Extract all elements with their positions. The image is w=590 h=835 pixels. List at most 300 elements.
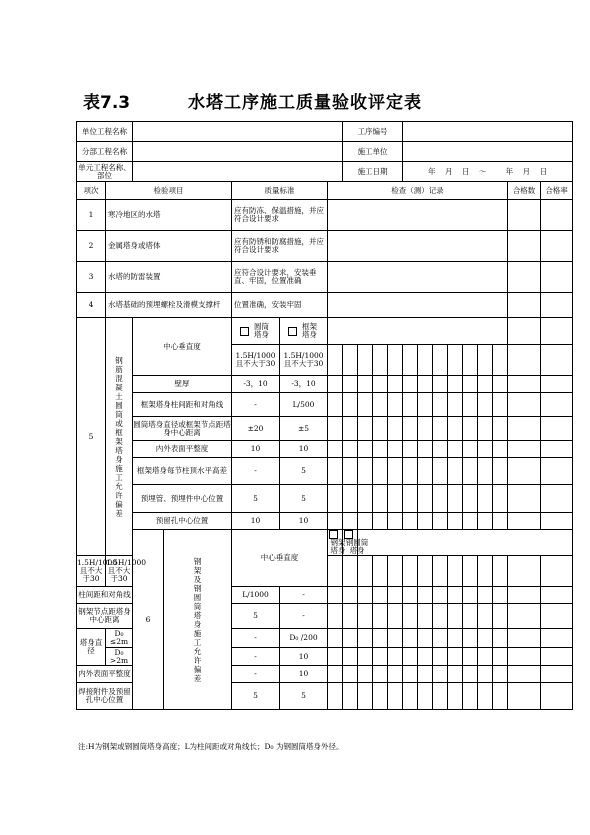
pass-rate-cell[interactable]	[541, 485, 573, 513]
record-cell[interactable]	[403, 513, 418, 530]
record-cell[interactable]	[328, 293, 508, 318]
tolerance-a: -	[232, 393, 280, 417]
record-cell[interactable]	[403, 629, 418, 648]
section5-no: 5	[77, 318, 106, 556]
record-cell[interactable]	[493, 376, 508, 393]
record-cell[interactable]	[358, 587, 373, 604]
record-cell[interactable]	[358, 604, 373, 629]
record-cell[interactable]	[343, 587, 358, 604]
record-cell[interactable]	[418, 629, 433, 648]
evaluation-form	[76, 121, 573, 710]
record-cell[interactable]	[358, 458, 373, 485]
record-cell[interactable]	[493, 629, 508, 648]
record-cell[interactable]	[433, 485, 448, 513]
record-cell[interactable]	[328, 556, 343, 587]
record-cell[interactable]	[403, 683, 418, 710]
record-cell[interactable]	[433, 556, 448, 587]
item-name: 圆筒塔身直径或框架节点距塔身中心距离	[133, 417, 232, 441]
item-name: 预埋管、预埋件中心位置	[133, 485, 232, 513]
pass-count-cell[interactable]	[508, 262, 541, 293]
record-cell[interactable]	[358, 376, 373, 393]
record-cell[interactable]	[433, 513, 448, 530]
record-cell[interactable]	[433, 376, 448, 393]
item-name: 焊接附件及预留孔中心位置	[77, 683, 133, 710]
record-cell[interactable]	[433, 604, 448, 629]
record-cell[interactable]	[328, 683, 343, 710]
table-row	[77, 393, 573, 417]
record-cell[interactable]	[478, 345, 493, 376]
record-cell[interactable]	[448, 604, 463, 629]
record-cell[interactable]	[403, 604, 418, 629]
record-cell[interactable]	[418, 587, 433, 604]
record-cell[interactable]	[448, 648, 463, 666]
table-row	[77, 231, 573, 262]
tolerance-b: -	[280, 604, 328, 629]
item-name: 内外表面平整度	[133, 441, 232, 458]
record-cell[interactable]	[328, 231, 508, 262]
pass-rate-cell[interactable]	[541, 293, 573, 318]
pass-rate-cell[interactable]	[541, 513, 573, 530]
construction-date-value[interactable]: 年 月 日 ～ 年 月 日	[403, 162, 573, 182]
type-a-label: 圆筒塔身	[254, 322, 269, 339]
record-cell[interactable]	[388, 376, 403, 393]
construction-unit-label: 施工单位	[343, 142, 403, 162]
pass-rate-cell[interactable]	[541, 629, 573, 648]
record-cell[interactable]	[388, 393, 403, 417]
item-name: 框架塔身每节柱顶水平高差	[133, 458, 232, 485]
record-cell[interactable]	[433, 441, 448, 458]
record-cell[interactable]	[328, 458, 343, 485]
pass-count-cell[interactable]	[508, 441, 541, 458]
record-cell[interactable]	[448, 393, 463, 417]
record-cell[interactable]	[373, 556, 388, 587]
record-cell[interactable]	[478, 666, 493, 683]
item-name: 内外表面平整度	[77, 666, 133, 683]
row-no: 2	[77, 231, 106, 262]
record-cell[interactable]	[478, 376, 493, 393]
record-cell[interactable]	[478, 556, 493, 587]
record-cell[interactable]	[373, 441, 388, 458]
pass-count-cell[interactable]	[508, 293, 541, 318]
tolerance-b: ±5	[280, 417, 328, 441]
table-row	[77, 293, 573, 318]
record-cell[interactable]	[448, 485, 463, 513]
record-cell[interactable]	[373, 345, 388, 376]
record-cell[interactable]	[358, 393, 373, 417]
pass-count-cell[interactable]	[508, 485, 541, 513]
record-cell[interactable]	[328, 513, 343, 530]
diameter-condition: D₀ >2m	[106, 648, 133, 666]
table-row	[77, 376, 573, 393]
record-cell[interactable]	[493, 587, 508, 604]
record-cell[interactable]	[418, 604, 433, 629]
record-cell[interactable]	[448, 666, 463, 683]
record-cell[interactable]	[388, 458, 403, 485]
pass-count-cell[interactable]	[508, 587, 541, 604]
record-cell[interactable]	[448, 629, 463, 648]
header-item-no: 项次	[77, 182, 106, 200]
type-b-cell	[280, 318, 328, 345]
record-cell[interactable]	[373, 393, 388, 417]
record-cell[interactable]	[343, 417, 358, 441]
diameter-label: 塔身直径	[77, 629, 106, 666]
record-cell[interactable]	[328, 393, 343, 417]
record-cell[interactable]	[478, 393, 493, 417]
record-cell[interactable]	[493, 345, 508, 376]
record-cell[interactable]	[343, 666, 358, 683]
record-cell[interactable]	[418, 345, 433, 376]
pass-count-cell[interactable]	[508, 200, 541, 231]
division-project-value[interactable]	[133, 142, 343, 162]
record-cell[interactable]	[328, 376, 343, 393]
record-cell[interactable]	[418, 683, 433, 710]
record-cell[interactable]	[463, 417, 478, 441]
record-cell[interactable]	[328, 648, 343, 666]
record-cell[interactable]	[463, 458, 478, 485]
record-cell[interactable]	[478, 417, 493, 441]
record-cell[interactable]	[343, 376, 358, 393]
pass-rate-cell[interactable]	[541, 666, 573, 683]
record-cell[interactable]	[448, 458, 463, 485]
item-name: 预留孔中心位置	[133, 513, 232, 530]
construction-date-label: 施工日期	[343, 162, 403, 182]
record-cell[interactable]	[328, 318, 508, 345]
record-cell[interactable]	[388, 485, 403, 513]
record-cell[interactable]	[448, 345, 463, 376]
record-cell[interactable]	[418, 417, 433, 441]
record-cell[interactable]	[328, 629, 343, 648]
section6-vertical-label: 中心垂直度	[232, 530, 328, 587]
record-cell[interactable]	[328, 417, 343, 441]
record-cell[interactable]	[388, 417, 403, 441]
record-cell[interactable]	[328, 485, 343, 513]
record-cell[interactable]	[358, 666, 373, 683]
tolerance-b: L/500	[280, 393, 328, 417]
pass-count-cell[interactable]	[508, 666, 541, 683]
record-cell[interactable]	[388, 629, 403, 648]
record-cell[interactable]	[388, 345, 403, 376]
record-cell[interactable]	[343, 485, 358, 513]
pass-count-cell[interactable]	[508, 393, 541, 417]
record-cell[interactable]	[373, 629, 388, 648]
pass-rate-cell[interactable]	[541, 376, 573, 393]
record-cell[interactable]	[448, 441, 463, 458]
row-no: 3	[77, 262, 106, 293]
record-cell[interactable]	[403, 648, 418, 666]
pass-rate-cell[interactable]	[541, 556, 573, 587]
record-cell[interactable]	[418, 666, 433, 683]
footnote: 注:H为钢架或钢圆筒塔身高度；L为柱间距或对角线长；D₀ 为钢圆筒塔身外径。	[78, 742, 344, 751]
record-cell[interactable]	[493, 648, 508, 666]
pass-count-cell[interactable]	[508, 318, 541, 345]
record-cell[interactable]	[463, 666, 478, 683]
record-cell[interactable]	[433, 345, 448, 376]
record-cell[interactable]	[343, 345, 358, 376]
record-cell[interactable]	[478, 683, 493, 710]
record-cell[interactable]	[493, 604, 508, 629]
record-cell[interactable]	[358, 530, 573, 556]
record-cell[interactable]	[463, 485, 478, 513]
pass-rate-cell[interactable]	[541, 393, 573, 417]
pass-count-cell[interactable]	[508, 345, 541, 376]
record-cell[interactable]	[433, 587, 448, 604]
pass-rate-cell[interactable]	[541, 441, 573, 458]
tolerance-a: -	[232, 629, 280, 648]
record-cell[interactable]	[463, 513, 478, 530]
record-cell[interactable]	[403, 587, 418, 604]
record-cell[interactable]	[328, 587, 343, 604]
pass-rate-cell[interactable]	[541, 683, 573, 710]
tolerance-a: -3，10	[232, 376, 280, 393]
type-a-cell	[328, 530, 346, 556]
record-cell[interactable]	[328, 604, 343, 629]
record-cell[interactable]	[388, 648, 403, 666]
unit-project-label: 单位工程名称	[77, 122, 133, 142]
record-cell[interactable]	[433, 629, 448, 648]
record-cell[interactable]	[493, 393, 508, 417]
record-cell[interactable]	[388, 683, 403, 710]
checkbox[interactable]	[240, 327, 249, 336]
record-cell[interactable]	[448, 683, 463, 710]
pass-rate-cell[interactable]	[541, 648, 573, 666]
record-cell[interactable]	[418, 441, 433, 458]
record-cell[interactable]	[418, 458, 433, 485]
record-cell[interactable]	[433, 683, 448, 710]
record-cell[interactable]	[463, 345, 478, 376]
pass-rate-cell[interactable]	[541, 345, 573, 376]
record-cell[interactable]	[358, 648, 373, 666]
record-cell[interactable]	[448, 417, 463, 441]
pass-count-cell[interactable]	[508, 648, 541, 666]
table-row	[77, 530, 573, 556]
record-cell[interactable]	[448, 376, 463, 393]
record-cell[interactable]	[373, 513, 388, 530]
record-cell[interactable]	[493, 513, 508, 530]
record-cell[interactable]	[343, 604, 358, 629]
record-cell[interactable]	[463, 441, 478, 458]
record-cell[interactable]	[403, 417, 418, 441]
item-name: 壁厚	[133, 376, 232, 393]
record-cell[interactable]	[373, 648, 388, 666]
pass-count-cell[interactable]	[508, 417, 541, 441]
type-b-label: 钢圆筒塔身	[345, 538, 369, 555]
record-cell[interactable]	[418, 393, 433, 417]
record-cell[interactable]	[373, 485, 388, 513]
type-b-cell	[343, 530, 369, 556]
record-cell[interactable]	[418, 376, 433, 393]
record-cell[interactable]	[433, 393, 448, 417]
record-cell[interactable]	[373, 587, 388, 604]
record-cell[interactable]	[328, 200, 508, 231]
item-name: 框架塔身柱间距和对角线	[133, 393, 232, 417]
row-standard: 应有防锈和防腐措施，并应符合设计要求	[232, 231, 328, 262]
type-a-label: 钢架塔身	[330, 538, 346, 555]
pass-count-cell[interactable]	[508, 629, 541, 648]
record-cell[interactable]	[493, 441, 508, 458]
record-cell[interactable]	[373, 666, 388, 683]
record-cell[interactable]	[478, 604, 493, 629]
record-cell[interactable]	[493, 556, 508, 587]
record-cell[interactable]	[358, 345, 373, 376]
record-cell[interactable]	[463, 376, 478, 393]
record-cell[interactable]	[358, 485, 373, 513]
pass-rate-cell[interactable]	[541, 417, 573, 441]
record-cell[interactable]	[433, 666, 448, 683]
record-cell[interactable]	[388, 587, 403, 604]
record-cell[interactable]	[463, 393, 478, 417]
form-title: 水塔工序施工质量验收评定表	[188, 93, 422, 113]
pass-rate-cell[interactable]	[541, 318, 573, 345]
row-no: 4	[77, 293, 106, 318]
row-no: 1	[77, 200, 106, 231]
pass-count-cell[interactable]	[508, 513, 541, 530]
header-pass-count: 合格数	[508, 182, 541, 200]
tolerance-a: L/1000	[232, 587, 280, 604]
record-cell[interactable]	[448, 587, 463, 604]
record-cell[interactable]	[343, 393, 358, 417]
record-cell[interactable]	[418, 513, 433, 530]
record-cell[interactable]	[493, 666, 508, 683]
process-no-value[interactable]	[403, 122, 573, 142]
record-cell[interactable]	[373, 458, 388, 485]
record-cell[interactable]	[493, 417, 508, 441]
tolerance-a: -	[232, 666, 280, 683]
record-cell[interactable]	[373, 683, 388, 710]
tolerance-b: 10	[280, 513, 328, 530]
record-cell[interactable]	[478, 485, 493, 513]
record-cell[interactable]	[328, 345, 343, 376]
record-cell[interactable]	[328, 666, 343, 683]
record-cell[interactable]	[418, 556, 433, 587]
construction-unit-value[interactable]	[403, 142, 573, 162]
record-cell[interactable]	[418, 485, 433, 513]
record-cell[interactable]	[478, 441, 493, 458]
pass-count-cell[interactable]	[508, 376, 541, 393]
record-cell[interactable]	[448, 556, 463, 587]
pass-rate-cell[interactable]	[541, 200, 573, 231]
record-cell[interactable]	[403, 393, 418, 417]
record-cell[interactable]	[403, 485, 418, 513]
record-cell[interactable]	[433, 417, 448, 441]
tolerance-b: 5	[280, 683, 328, 710]
header-check-record: 检查（测）记录	[328, 182, 508, 200]
header-quality-standard: 质量标准	[232, 182, 328, 200]
tolerance-a: 5	[232, 485, 280, 513]
record-cell[interactable]	[358, 441, 373, 458]
tolerance-b: 10	[280, 648, 328, 666]
table-row	[77, 200, 573, 231]
row-item: 寒冷地区的水塔	[106, 200, 232, 231]
record-cell[interactable]	[373, 417, 388, 441]
record-cell[interactable]	[343, 683, 358, 710]
record-cell[interactable]	[463, 556, 478, 587]
record-cell[interactable]	[358, 556, 373, 587]
record-cell[interactable]	[478, 458, 493, 485]
record-cell[interactable]	[463, 587, 478, 604]
pass-rate-cell[interactable]	[541, 231, 573, 262]
table-row	[77, 262, 573, 293]
record-cell[interactable]	[403, 376, 418, 393]
record-cell[interactable]	[463, 604, 478, 629]
record-cell[interactable]	[343, 629, 358, 648]
row-item: 水塔的防雷装置	[106, 262, 232, 293]
record-cell[interactable]	[478, 629, 493, 648]
type-b-label: 框架塔身	[302, 322, 317, 339]
record-cell[interactable]	[493, 485, 508, 513]
record-cell[interactable]	[463, 683, 478, 710]
record-cell[interactable]	[403, 458, 418, 485]
record-cell[interactable]	[388, 604, 403, 629]
tolerance-b: -3，10	[280, 376, 328, 393]
record-cell[interactable]	[403, 345, 418, 376]
record-cell[interactable]	[343, 648, 358, 666]
record-cell[interactable]	[433, 648, 448, 666]
record-cell[interactable]	[343, 556, 358, 587]
pass-rate-cell[interactable]	[541, 458, 573, 485]
pass-count-cell[interactable]	[508, 683, 541, 710]
unit-project-value[interactable]	[133, 122, 343, 142]
record-cell[interactable]	[403, 441, 418, 458]
section6-group: 钢架及钢圆筒塔身施工允许偏差	[164, 530, 232, 710]
record-cell[interactable]	[373, 376, 388, 393]
record-cell[interactable]	[448, 513, 463, 530]
tolerance-a: 1.5H/1000且不大于30	[232, 345, 280, 376]
record-cell[interactable]	[403, 556, 418, 587]
record-cell[interactable]	[433, 458, 448, 485]
record-cell[interactable]	[418, 648, 433, 666]
pass-count-cell[interactable]	[508, 556, 541, 587]
unit-element-value[interactable]	[133, 162, 343, 182]
pass-count-cell[interactable]	[508, 231, 541, 262]
title	[0, 88, 590, 114]
record-cell[interactable]	[343, 458, 358, 485]
record-cell[interactable]	[478, 587, 493, 604]
checkbox[interactable]	[288, 327, 297, 336]
pass-rate-cell[interactable]	[541, 604, 573, 629]
record-cell[interactable]	[478, 648, 493, 666]
record-cell[interactable]	[493, 683, 508, 710]
pass-rate-cell[interactable]	[541, 587, 573, 604]
record-cell[interactable]	[358, 417, 373, 441]
tolerance-a: 5	[232, 604, 280, 629]
record-cell[interactable]	[343, 513, 358, 530]
pass-count-cell[interactable]	[508, 604, 541, 629]
table-number: 表7.3	[83, 93, 131, 113]
record-cell[interactable]	[463, 629, 478, 648]
record-cell[interactable]	[478, 513, 493, 530]
diameter-condition: D₀ ≤2m	[106, 629, 133, 648]
record-cell[interactable]	[403, 666, 418, 683]
record-cell[interactable]	[328, 262, 508, 293]
pass-rate-cell[interactable]	[541, 262, 573, 293]
record-cell[interactable]	[388, 513, 403, 530]
record-cell[interactable]	[358, 629, 373, 648]
record-cell[interactable]	[358, 513, 373, 530]
record-cell[interactable]	[388, 556, 403, 587]
record-cell[interactable]	[463, 648, 478, 666]
record-cell[interactable]	[388, 666, 403, 683]
record-cell[interactable]	[358, 683, 373, 710]
header-check-item: 检验项目	[106, 182, 232, 200]
record-cell[interactable]	[328, 441, 343, 458]
record-cell[interactable]	[493, 458, 508, 485]
record-cell[interactable]	[388, 441, 403, 458]
record-cell[interactable]	[373, 604, 388, 629]
record-cell[interactable]	[343, 441, 358, 458]
pass-count-cell[interactable]	[508, 458, 541, 485]
tolerance-b: 1.5H/1000且不大于30	[106, 556, 133, 587]
row-item: 金属塔身或塔体	[106, 231, 232, 262]
